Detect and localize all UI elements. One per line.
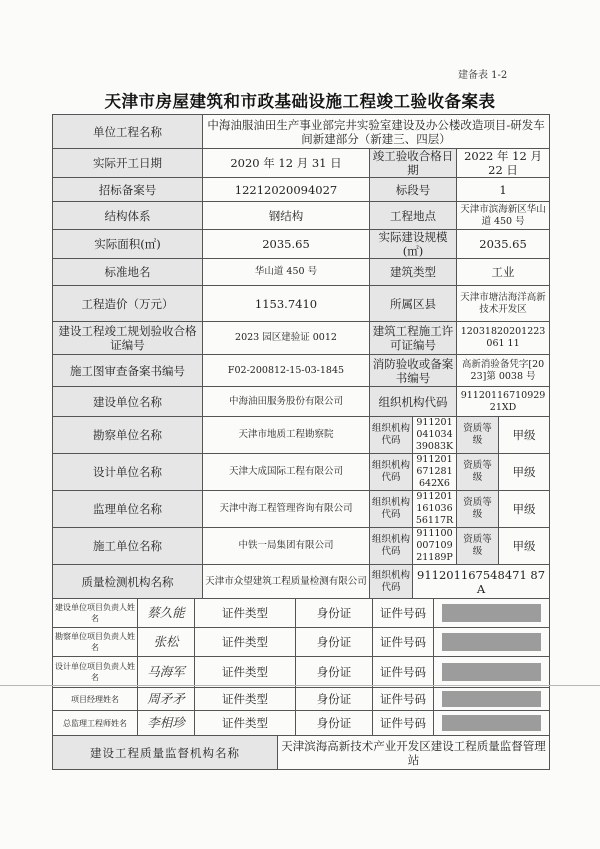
row-construction: [53, 528, 550, 565]
construction-org-code-label: 组织机构代码: [370, 528, 413, 565]
structure-value: 钢结构: [203, 202, 370, 230]
construction-name: 中铁一局集团有限公司: [203, 528, 370, 565]
row-structure: [53, 202, 550, 230]
construction-grade: 甲级: [499, 528, 550, 565]
section-number-label: 标段号: [370, 178, 457, 202]
scale-value: 2035.65: [457, 230, 550, 259]
construction-label: 施工单位名称: [53, 528, 203, 565]
building-type-label: 建筑类型: [370, 259, 457, 286]
person-role-label: 项目经理姓名: [53, 688, 138, 710]
cert-type-label: 证件类型: [195, 599, 296, 627]
location-value: 天津市滨海新区华山道 450 号: [457, 202, 550, 230]
design-name: 天津大成国际工程有限公司: [203, 454, 370, 491]
row-address: [53, 259, 550, 286]
survey-label: 勘察单位名称: [53, 417, 203, 454]
testing-org-code-label: 组织机构代码: [370, 565, 413, 599]
cert-type-value: 身份证: [296, 628, 373, 656]
construction-permit-label: 建筑工程施工许可证编号: [370, 322, 457, 355]
person-signature: 蔡久能: [147, 605, 185, 620]
construction-permit-value: 12031820201223061 11: [457, 322, 550, 355]
row-survey: [53, 417, 550, 454]
design-org-code: 911201671281642X6: [413, 454, 457, 491]
scale-label: 实际建设规模(㎡): [370, 230, 457, 259]
supervision-name: 天津中海工程管理咨询有限公司: [203, 491, 370, 528]
builder-org-code-label: 组织机构代码: [370, 387, 457, 417]
person-row: [53, 599, 550, 628]
construction-grade-label: 资质等级: [457, 528, 499, 565]
person-name: [138, 657, 195, 687]
person-row: [53, 657, 550, 688]
cert-type-value: 身份证: [296, 711, 373, 735]
person-name: [138, 711, 195, 735]
cost-label: 工程造价（万元）: [53, 286, 203, 322]
row-cost: [53, 286, 550, 322]
start-date-label: 实际开工日期: [53, 149, 203, 178]
row-unit-project: [53, 115, 550, 149]
person-row: [53, 711, 550, 736]
district-value: 天津市塘沽海洋高新技术开发区: [457, 286, 550, 322]
cert-number-label: 证件号码: [373, 599, 434, 627]
accept-date-label: 竣工验收合格日期: [370, 149, 457, 178]
testing-label: 质量检测机构名称: [53, 565, 203, 599]
person-role-label: 总监理工程师姓名: [53, 711, 138, 735]
builder-label: 建设单位名称: [53, 387, 203, 417]
person-signature: 马海军: [147, 664, 185, 679]
construction-org-code: 91110000710921189P: [413, 528, 457, 565]
row-testing: [53, 565, 550, 599]
person-role-label: 建设单位项目负责人姓名: [53, 599, 138, 627]
person-name: [138, 599, 195, 627]
accept-date-value: 2022 年 12 月 22 日: [457, 149, 550, 178]
cert-type-value: 身份证: [296, 599, 373, 627]
unit-project-value: 中海油服油田生产事业部完井实验室建设及办公楼改造项目-研发车间新建部分（新建三、四层）: [203, 115, 550, 149]
address-value: 华山道 450 号: [203, 259, 370, 286]
cert-number-label: 证件号码: [373, 657, 434, 687]
row-supervision: [53, 491, 550, 528]
row-design: [53, 454, 550, 491]
redacted-cert-number: [442, 633, 541, 651]
person-role-label: 设计单位项目负责人姓名: [53, 657, 138, 687]
scan-artifact-line: [0, 685, 600, 686]
cert-type-label: 证件类型: [195, 688, 296, 710]
survey-org-code-label: 组织机构代码: [370, 417, 413, 454]
document-number: 建备表 1-2: [458, 70, 508, 81]
person-signature: 李相珍: [147, 715, 185, 730]
row-supervisor: [53, 736, 550, 770]
cert-type-label: 证件类型: [195, 628, 296, 656]
location-label: 工程地点: [370, 202, 457, 230]
person-row: [53, 628, 550, 657]
supervisor-value: 天津滨海高新技术产业开发区建设工程质量监督管理站: [278, 736, 550, 770]
redacted-cert-number: [442, 715, 541, 731]
drawing-review-value: F02-200812-15-03-1845: [203, 355, 370, 387]
cert-type-value: 身份证: [296, 657, 373, 687]
row-area: [53, 230, 550, 259]
drawing-review-label: 施工图审查备案书编号: [53, 355, 203, 387]
survey-grade-label: 资质等级: [457, 417, 499, 454]
cert-number-label: 证件号码: [373, 711, 434, 735]
survey-grade: 甲级: [499, 417, 550, 454]
person-signature: 周矛矛: [147, 691, 185, 706]
planning-cert-value: 2023 园区建验证 0012: [203, 322, 370, 355]
unit-project-label: 单位工程名称: [53, 115, 203, 149]
cert-type-value: 身份证: [296, 688, 373, 710]
area-value: 2035.65: [203, 230, 370, 259]
bid-number-value: 12212020094027: [203, 178, 370, 202]
design-label: 设计单位名称: [53, 454, 203, 491]
supervision-org-code: 91120116103656117R: [413, 491, 457, 528]
survey-org-code: 91120104103439083K: [413, 417, 457, 454]
design-grade-label: 资质等级: [457, 454, 499, 491]
row-review: [53, 355, 550, 387]
person-row: [53, 688, 550, 711]
row-bid: [53, 178, 550, 202]
supervisor-label: 建设工程质量监督机构名称: [53, 736, 278, 770]
fire-acceptance-value: 高新消验备凭字[2023]第 0038 号: [457, 355, 550, 387]
cert-type-label: 证件类型: [195, 657, 296, 687]
person-name: [138, 628, 195, 656]
builder-name: 中海油田服务股份有限公司: [203, 387, 370, 417]
design-grade: 甲级: [499, 454, 550, 491]
section-number-value: 1: [457, 178, 550, 202]
row-builder: [53, 387, 550, 417]
cert-number-label: 证件号码: [373, 688, 434, 710]
district-label: 所属区县: [370, 286, 457, 322]
redacted-cert-number: [442, 604, 541, 622]
person-name: [138, 688, 195, 710]
row-planning: [53, 322, 550, 355]
supervision-label: 监理单位名称: [53, 491, 203, 528]
builder-org-code: 9112011671092921XD: [457, 387, 550, 417]
person-signature: 张松: [153, 634, 179, 649]
area-label: 实际面积(㎡): [53, 230, 203, 259]
filing-form-table: [52, 114, 550, 770]
address-label: 标准地名: [53, 259, 203, 286]
person-role-label: 勘察单位项目负责人姓名: [53, 628, 138, 656]
fire-acceptance-label: 消防验收或备案书编号: [370, 355, 457, 387]
testing-org-code: 911201167548471 87A: [413, 565, 550, 599]
design-org-code-label: 组织机构代码: [370, 454, 413, 491]
redacted-cert-number: [442, 691, 541, 707]
page-title: 天津市房屋建筑和市政基础设施工程竣工验收备案表: [104, 92, 496, 111]
bid-number-label: 招标备案号: [53, 178, 203, 202]
planning-cert-label: 建设工程竣工规划验收合格证编号: [53, 322, 203, 355]
cost-value: 1153.7410: [203, 286, 370, 322]
testing-name: 天津市众望建筑工程质量检测有限公司: [203, 565, 370, 599]
structure-label: 结构体系: [53, 202, 203, 230]
building-type-value: 工业: [457, 259, 550, 286]
cert-type-label: 证件类型: [195, 711, 296, 735]
row-dates: [53, 149, 550, 178]
redacted-cert-number: [442, 663, 541, 681]
supervision-org-code-label: 组织机构代码: [370, 491, 413, 528]
survey-name: 天津市地质工程勘察院: [203, 417, 370, 454]
cert-number-label: 证件号码: [373, 628, 434, 656]
start-date-value: 2020 年 12 月 31 日: [203, 149, 370, 178]
supervision-grade: 甲级: [499, 491, 550, 528]
supervision-grade-label: 资质等级: [457, 491, 499, 528]
